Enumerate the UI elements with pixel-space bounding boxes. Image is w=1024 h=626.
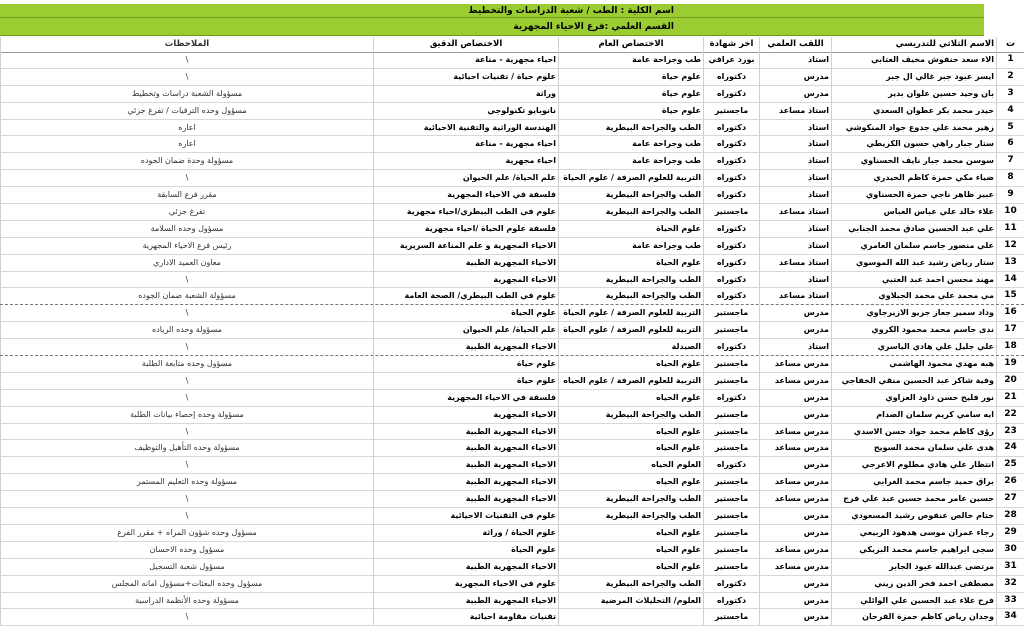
cell-num[interactable]: 29 [996, 525, 1024, 541]
department-title[interactable]: القسم العلمي :فرع الاحياء المجهرية [0, 18, 984, 36]
cell-notes[interactable]: \ [0, 272, 373, 288]
cell-general[interactable]: الطب والجراحة البيطرية [558, 407, 703, 423]
cell-title[interactable]: مدرس مساعد [759, 356, 831, 372]
cell-general[interactable]: علوم الحياه [558, 525, 703, 541]
cell-degree[interactable]: دكتوراه [703, 457, 759, 473]
table-row [0, 69, 1024, 86]
cell-degree[interactable]: دكتوراه [703, 120, 759, 136]
cell-general[interactable]: علوم الحياه [558, 559, 703, 575]
cell-name[interactable]: براق حميد جاسم محمد الغرابي [831, 474, 996, 490]
cell-num[interactable]: 5 [996, 120, 1024, 136]
cell-num[interactable]: 32 [996, 576, 1024, 592]
cell-name[interactable]: هدى علي سلمان محمد السويح [831, 440, 996, 456]
cell-title[interactable]: استاذ [759, 52, 831, 68]
cell-num[interactable]: 15 [996, 288, 1024, 304]
cell-notes[interactable]: \ [0, 609, 373, 625]
cell-name[interactable]: علي عبد الحسين صادق محمد الجنابي [831, 221, 996, 237]
cell-title[interactable]: مدرس مساعد [759, 491, 831, 507]
cell-num[interactable]: 19 [996, 356, 1024, 372]
cell-specific[interactable]: علوم الحياة / وراثة [373, 525, 558, 541]
cell-specific[interactable]: الاحياء المجهرية الطبية [373, 457, 558, 473]
cell-num[interactable]: 6 [996, 136, 1024, 152]
cell-name[interactable]: انتظار علي هادي مطلوم الاعرجي [831, 457, 996, 473]
cell-general[interactable]: الطب والجراحة البيطرية [558, 508, 703, 524]
cell-degree[interactable]: ماجستير [703, 407, 759, 423]
table-header [0, 37, 1024, 53]
cell-degree[interactable]: دكتوراه [703, 390, 759, 406]
cell-specific[interactable]: الاحياء المجهرية [373, 272, 558, 288]
table-row [0, 255, 1024, 272]
cell-specific[interactable]: احياء مجهرية - مناعة [373, 52, 558, 68]
cell-title[interactable]: استاذ مساعد [759, 103, 831, 119]
cell-name[interactable]: نور فليح حسن داود العزاوي [831, 390, 996, 406]
cell-num[interactable]: 14 [996, 272, 1024, 288]
header-name[interactable]: الاسم الثلاثي للتدريسي [831, 37, 996, 52]
cell-specific[interactable]: علم الحياة/ علم الحيوان [373, 170, 558, 186]
cell-name[interactable]: مرتضى عبدالله عبود الجابر [831, 559, 996, 575]
cell-num[interactable]: 30 [996, 542, 1024, 558]
college-title[interactable]: اسم الكلية : الطب / شعبة الدراسات والتخطيط [0, 4, 984, 18]
cell-degree[interactable]: ماجستير [703, 440, 759, 456]
table-row [0, 609, 1024, 626]
cell-specific[interactable]: احياء مجهرية [373, 153, 558, 169]
cell-degree[interactable]: دكتوراه [703, 69, 759, 85]
cell-name[interactable]: رجاء عمران موسى هدهود الربيعي [831, 525, 996, 541]
cell-degree[interactable]: ماجستير [703, 559, 759, 575]
cell-specific[interactable]: علوم حياة [373, 356, 558, 372]
table-row [0, 322, 1024, 339]
cell-title[interactable]: مدرس [759, 609, 831, 625]
cell-degree[interactable]: ماجستير [703, 322, 759, 338]
cell-num[interactable]: 7 [996, 153, 1024, 169]
cell-degree[interactable]: دكتوراه [703, 255, 759, 271]
cell-num[interactable]: 23 [996, 424, 1024, 440]
cell-general[interactable]: الطب والجراحة البيطرية [558, 120, 703, 136]
table-row [0, 305, 1024, 322]
cell-degree[interactable]: دكتوراه [703, 272, 759, 288]
cell-degree[interactable]: ماجستير [703, 609, 759, 625]
header-title[interactable]: اللقب العلمي [759, 37, 831, 52]
cell-title[interactable]: مدرس [759, 390, 831, 406]
cell-num[interactable]: 26 [996, 474, 1024, 490]
cell-degree[interactable]: دكتوراه [703, 136, 759, 152]
cell-title[interactable]: مدرس [759, 69, 831, 85]
cell-name[interactable]: ايسر عبود جبر غالي ال جبر [831, 69, 996, 85]
cell-specific[interactable]: الاحياء المجهرية الطبية [373, 339, 558, 355]
table-row [0, 356, 1024, 373]
cell-name[interactable]: ستار رياض رشيد عبد الله الموسوي [831, 255, 996, 271]
cell-notes[interactable]: \ [0, 457, 373, 473]
cell-degree[interactable]: دكتوراه [703, 86, 759, 102]
cell-degree[interactable]: دكتوراه [703, 153, 759, 169]
cell-notes[interactable]: تفرغ جزئي [0, 204, 373, 220]
cell-general[interactable]: علوم الحياه [558, 542, 703, 558]
table-row [0, 52, 1024, 69]
cell-title[interactable]: مدرس مساعد [759, 440, 831, 456]
cell-general[interactable]: طب وجراحة عامة [558, 52, 703, 68]
cell-general[interactable]: العلوم/ التحليلات المرضية [558, 593, 703, 609]
cell-general[interactable]: طب وجراحة عامة [558, 136, 703, 152]
cell-general[interactable]: التربية للعلوم الصرفة / علوم الحياة [558, 322, 703, 338]
cell-degree[interactable]: ماجستير [703, 305, 759, 321]
table-row [0, 474, 1024, 491]
cell-title[interactable]: استاذ [759, 272, 831, 288]
cell-title[interactable]: استاذ [759, 221, 831, 237]
cell-general[interactable]: طب وجراحة عامة [558, 238, 703, 254]
cell-name[interactable]: وفية شاكر عبد الحسين منقي الخفاجي [831, 373, 996, 389]
cell-num[interactable]: 33 [996, 593, 1024, 609]
table-row [0, 373, 1024, 390]
cell-title[interactable]: استاذ [759, 238, 831, 254]
cell-num[interactable]: 11 [996, 221, 1024, 237]
cell-specific[interactable]: علوم الحياة [373, 542, 558, 558]
cell-degree[interactable]: ماجستير [703, 373, 759, 389]
cell-general[interactable]: التربية للعلوم الصرفة / علوم الحياة [558, 305, 703, 321]
cell-name[interactable]: علي جليل علي هادي الياسري [831, 339, 996, 355]
cell-title[interactable]: مدرس [759, 593, 831, 609]
cell-title[interactable]: مدرس [759, 576, 831, 592]
cell-num[interactable]: 3 [996, 86, 1024, 102]
cell-title[interactable]: استاذ [759, 170, 831, 186]
table-row [0, 221, 1024, 238]
cell-general[interactable]: الطب والجراحة البيطرية [558, 491, 703, 507]
cell-name[interactable]: بان وحيد حسين علوان بدير [831, 86, 996, 102]
cell-title[interactable]: مدرس [759, 508, 831, 524]
cell-num[interactable]: 27 [996, 491, 1024, 507]
cell-notes[interactable]: معاون العميد الاداري [0, 255, 373, 271]
cell-general[interactable]: علوم الحياه [558, 424, 703, 440]
cell-title[interactable]: مدرس [759, 322, 831, 338]
cell-name[interactable]: ضياء مكي حمزة كاظم الحيدري [831, 170, 996, 186]
cell-num[interactable]: 22 [996, 407, 1024, 423]
cell-general[interactable]: الصيدلة [558, 339, 703, 355]
cell-notes[interactable]: مسؤولة وحده الأنظمة الدراسية [0, 593, 373, 609]
cell-general[interactable]: علوم الحياة [558, 255, 703, 271]
cell-specific[interactable]: علوم في التقنيات الاحيائية [373, 508, 558, 524]
cell-name[interactable]: حسين عامر محمد حسين عبد علي فرج [831, 491, 996, 507]
cell-notes[interactable]: \ [0, 491, 373, 507]
table-row [0, 390, 1024, 407]
cell-num[interactable]: 34 [996, 609, 1024, 625]
cell-name[interactable]: فرح علاء عبد الحسين علي الوائلي [831, 593, 996, 609]
cell-notes[interactable]: مسؤول وحده الاحسان [0, 542, 373, 558]
cell-name[interactable]: علاء خالد علي عباس العباس [831, 204, 996, 220]
cell-notes[interactable]: مسؤولة وحدة ضمان الجوده [0, 153, 373, 169]
table-row [0, 238, 1024, 255]
cell-general[interactable]: التربية للعلوم الصرفة / علوم الحياه [558, 373, 703, 389]
cell-degree[interactable]: ماجستير [703, 542, 759, 558]
table-row [0, 272, 1024, 289]
cell-degree[interactable]: ماجستير [703, 525, 759, 541]
cell-notes[interactable]: مسؤولة وحده إحصاء بيانات الطلبة [0, 407, 373, 423]
cell-notes[interactable]: مسؤول وحده الترقيات / تفرغ جزئي [0, 103, 373, 119]
cell-notes[interactable]: \ [0, 508, 373, 524]
cell-title[interactable]: استاذ مساعد [759, 204, 831, 220]
cell-name[interactable]: الاء سعد حنفوش مخيف العتابي [831, 52, 996, 68]
cell-title[interactable]: مدرس مساعد [759, 559, 831, 575]
cell-specific[interactable]: علوم حياة [373, 373, 558, 389]
cell-name[interactable]: ستار جبار راهي حسون الكريطي [831, 136, 996, 152]
table-row [0, 86, 1024, 103]
cell-general[interactable]: علوم الحياه [558, 390, 703, 406]
cell-specific[interactable]: الاحياء المجهرية الطبية [373, 491, 558, 507]
cell-general[interactable]: علوم الحياة [558, 221, 703, 237]
table-row [0, 559, 1024, 576]
table-row [0, 170, 1024, 187]
cell-specific[interactable]: الاحياء المجهرية الطبية [373, 424, 558, 440]
cell-title[interactable]: مدرس [759, 457, 831, 473]
cell-num[interactable]: 12 [996, 238, 1024, 254]
cell-general[interactable]: علوم حياة [558, 69, 703, 85]
cell-specific[interactable]: الاحياء المجهرية و علم المناعة السريرية [373, 238, 558, 254]
cell-title[interactable]: استاذ مساعد [759, 288, 831, 304]
cell-degree[interactable]: دكتوراه [703, 593, 759, 609]
cell-degree[interactable]: ماجستير [703, 356, 759, 372]
cell-notes[interactable]: مسؤولة وحده الرياده [0, 322, 373, 338]
cell-num[interactable]: 21 [996, 390, 1024, 406]
cell-title[interactable]: مدرس مساعد [759, 373, 831, 389]
cell-notes[interactable]: \ [0, 339, 373, 355]
cell-specific[interactable]: علوم في الاحياء المجهرية [373, 576, 558, 592]
cell-notes[interactable]: \ [0, 424, 373, 440]
cell-name[interactable]: ختام خالص عنفوص رشيد المسعودي [831, 508, 996, 524]
cell-name[interactable]: رؤى كاظم محمد جواد حسن الاسدي [831, 424, 996, 440]
cell-title[interactable]: مدرس [759, 407, 831, 423]
cell-name[interactable]: حيدر محمد بكر عطوان السعدي [831, 103, 996, 119]
cell-num[interactable]: 20 [996, 373, 1024, 389]
cell-degree[interactable]: دكتوراه [703, 288, 759, 304]
cell-title[interactable]: مدرس مساعد [759, 424, 831, 440]
cell-title[interactable]: استاذ [759, 136, 831, 152]
cell-general[interactable]: علوم الحياه [558, 356, 703, 372]
cell-name[interactable]: سجى ابراهيم جاسم محمد البزيكي [831, 542, 996, 558]
cell-name[interactable]: مي محمد علي محمد الجبلاوي [831, 288, 996, 304]
cell-name[interactable]: مهند محسن احمد عبد العتبي [831, 272, 996, 288]
table-row [0, 593, 1024, 610]
cell-degree[interactable]: ماجستير [703, 508, 759, 524]
cell-title[interactable]: استاذ [759, 187, 831, 203]
table-row [0, 204, 1024, 221]
table-body [0, 52, 1024, 626]
header-specific[interactable]: الاختصاص الدقيق [373, 37, 558, 52]
cell-specific[interactable]: علوم في الطب البيطري/احياء مجهرية [373, 204, 558, 220]
cell-notes[interactable]: اعاره [0, 120, 373, 136]
cell-specific[interactable]: الاحياء المجهرية الطبية [373, 255, 558, 271]
cell-title[interactable]: مدرس مساعد [759, 474, 831, 490]
cell-degree[interactable]: ماجستير [703, 204, 759, 220]
cell-general[interactable]: علوم الحياه [558, 440, 703, 456]
cell-num[interactable]: 4 [996, 103, 1024, 119]
cell-general[interactable]: الطب والجراحة البيطرية [558, 272, 703, 288]
cell-num[interactable]: 31 [996, 559, 1024, 575]
cell-notes[interactable]: مسؤولة وحده التأهيل والتوظيف [0, 440, 373, 456]
cell-notes[interactable]: \ [0, 69, 373, 85]
cell-title[interactable]: استاذ [759, 153, 831, 169]
sheet-corner [984, 0, 1024, 36]
cell-degree[interactable]: دكتوراه [703, 170, 759, 186]
cell-notes[interactable]: \ [0, 52, 373, 68]
cell-notes[interactable]: \ [0, 170, 373, 186]
cell-title[interactable]: مدرس [759, 86, 831, 102]
cell-num[interactable]: 13 [996, 255, 1024, 271]
cell-title[interactable]: مدرس [759, 305, 831, 321]
cell-num[interactable]: 1 [996, 52, 1024, 68]
cell-specific[interactable]: تقنيات مقاومة احيائية [373, 609, 558, 625]
cell-degree[interactable]: بورد عراقي [703, 52, 759, 68]
cell-notes[interactable]: اعاره [0, 136, 373, 152]
cell-notes[interactable]: مقرر فرع السابقة [0, 187, 373, 203]
cell-title[interactable]: استاذ مساعد [759, 255, 831, 271]
header-degree[interactable]: اخر شهادة [703, 37, 759, 52]
header-num[interactable]: ت [996, 37, 1024, 52]
table-row [0, 525, 1024, 542]
cell-notes[interactable]: مسؤول وحده شؤون المراه + مقرر الفرع [0, 525, 373, 541]
cell-degree[interactable]: دكتوراه [703, 187, 759, 203]
cell-general[interactable]: طب وجراحة عامة [558, 153, 703, 169]
table-row [0, 187, 1024, 204]
cell-specific[interactable]: الاحياء المجهرية [373, 407, 558, 423]
cell-specific[interactable]: فلسفة علوم الحياة /احياء مجهرية [373, 221, 558, 237]
cell-specific[interactable]: فلسفة في الاحياء المجهرية [373, 187, 558, 203]
cell-degree[interactable]: دكتوراه [703, 339, 759, 355]
cell-general[interactable]: التربية للعلوم الصرفة / علوم الحياة [558, 170, 703, 186]
cell-name[interactable]: هبه مهدي محمود الهاشمي [831, 356, 996, 372]
cell-num[interactable]: 2 [996, 69, 1024, 85]
cell-name[interactable]: وداد سمير جعاز جريو الازيرجاوي [831, 305, 996, 321]
cell-degree[interactable]: ماجستير [703, 491, 759, 507]
cell-specific[interactable]: احياء مجهرية - مناعة [373, 136, 558, 152]
cell-degree[interactable]: ماجستير [703, 474, 759, 490]
cell-specific[interactable]: وراثة [373, 86, 558, 102]
cell-name[interactable]: علي منصور جاسم سلمان العامري [831, 238, 996, 254]
cell-num[interactable]: 8 [996, 170, 1024, 186]
cell-general[interactable]: الطب والجراحة البيطرية [558, 187, 703, 203]
cell-num[interactable]: 25 [996, 457, 1024, 473]
cell-general[interactable]: العلوم الحياه [558, 457, 703, 473]
cell-specific[interactable]: نانوبايو تكنولوجي [373, 103, 558, 119]
cell-name[interactable]: ايه سامي كريم سلمان الصدام [831, 407, 996, 423]
table-row [0, 153, 1024, 170]
cell-num[interactable]: 9 [996, 187, 1024, 203]
cell-specific[interactable]: الاحياء المجهرية الطبية [373, 474, 558, 490]
cell-title[interactable]: مدرس مساعد [759, 542, 831, 558]
cell-specific[interactable]: الاحياء المجهرية الطبية [373, 559, 558, 575]
table-row [0, 491, 1024, 508]
table-row [0, 424, 1024, 441]
cell-specific[interactable]: علوم في الطب البيطري/ الصحة العامة [373, 288, 558, 304]
cell-notes[interactable]: \ [0, 373, 373, 389]
cell-name[interactable]: مصطفى احمد فخر الدين زيني [831, 576, 996, 592]
cell-num[interactable]: 18 [996, 339, 1024, 355]
cell-name[interactable]: ندى جاسم محمد محمود الكروي [831, 322, 996, 338]
header-general[interactable]: الاختصاص العام [558, 37, 703, 52]
cell-title[interactable]: استاذ [759, 120, 831, 136]
table-row [0, 120, 1024, 137]
cell-notes[interactable]: رئيس فرع الاحياء المجهرية [0, 238, 373, 254]
cell-title[interactable]: استاذ [759, 339, 831, 355]
table-row [0, 457, 1024, 474]
cell-notes[interactable]: مسؤولة وحده التعليم المستمر [0, 474, 373, 490]
cell-notes[interactable]: مسؤولة الشعبة دراسات وتخطيط [0, 86, 373, 102]
cell-specific[interactable]: علوم الحياة [373, 305, 558, 321]
cell-specific[interactable]: الاحياء المجهرية الطبية [373, 440, 558, 456]
cell-general[interactable]: الطب والجراحة البيطرية [558, 204, 703, 220]
cell-general[interactable]: علوم حياة [558, 103, 703, 119]
cell-degree[interactable]: ماجستير [703, 424, 759, 440]
table-row [0, 542, 1024, 559]
cell-degree[interactable]: دكتوراه [703, 576, 759, 592]
cell-general[interactable] [558, 609, 703, 625]
cell-general[interactable]: الطب والجراحة البيطرية [558, 288, 703, 304]
table-row [0, 576, 1024, 593]
table-row [0, 407, 1024, 424]
cell-notes[interactable]: \ [0, 390, 373, 406]
cell-name[interactable]: سوسن محمد جبار نايف الحسناوي [831, 153, 996, 169]
table-row [0, 508, 1024, 525]
cell-specific[interactable]: الاحياء المجهرية الطبية [373, 593, 558, 609]
cell-num[interactable]: 17 [996, 322, 1024, 338]
cell-general[interactable]: الطب والجراحة البيطرية [558, 576, 703, 592]
cell-name[interactable]: زهير محمد علي جدوع جواد المنكوشي [831, 120, 996, 136]
table-row [0, 136, 1024, 153]
table-row [0, 288, 1024, 305]
table-row [0, 339, 1024, 356]
cell-degree[interactable]: ماجستير [703, 103, 759, 119]
cell-notes[interactable]: مسؤول شعبة التسجيل [0, 559, 373, 575]
cell-num[interactable]: 10 [996, 204, 1024, 220]
cell-num[interactable]: 28 [996, 508, 1024, 524]
cell-num[interactable]: 24 [996, 440, 1024, 456]
table-row [0, 440, 1024, 457]
cell-specific[interactable]: الهندسة الوراثية والتقنية الاحيائية [373, 120, 558, 136]
cell-specific[interactable]: فلسفة في الاحياء المجهرية [373, 390, 558, 406]
cell-general[interactable]: علوم الحياه [558, 474, 703, 490]
cell-notes[interactable]: مسؤولة الشعبة ضمان الجوده [0, 288, 373, 304]
cell-notes[interactable]: مسؤول وحده البعثات+مسؤول امانه المجلس [0, 576, 373, 592]
cell-notes[interactable]: \ [0, 305, 373, 321]
cell-specific[interactable]: علم الحياة/ علم الحيوان [373, 322, 558, 338]
cell-specific[interactable]: علوم حياة / تقنيات احيائية [373, 69, 558, 85]
cell-degree[interactable]: دكتوراه [703, 221, 759, 237]
table-row [0, 103, 1024, 120]
cell-num[interactable]: 16 [996, 305, 1024, 321]
cell-name[interactable]: عبير ظاهر ناجي حمزة الحسناوي [831, 187, 996, 203]
cell-title[interactable]: مدرس [759, 525, 831, 541]
cell-notes[interactable]: مسؤول وحده متابعة الطلبة [0, 356, 373, 372]
header-notes[interactable]: الملاحظات [0, 37, 373, 52]
cell-notes[interactable]: مسؤول وحده السلامة [0, 221, 373, 237]
cell-name[interactable]: وجدان رياض كاظم حمزة الفرحان [831, 609, 996, 625]
cell-degree[interactable]: دكتوراه [703, 238, 759, 254]
cell-general[interactable]: علوم حياة [558, 86, 703, 102]
